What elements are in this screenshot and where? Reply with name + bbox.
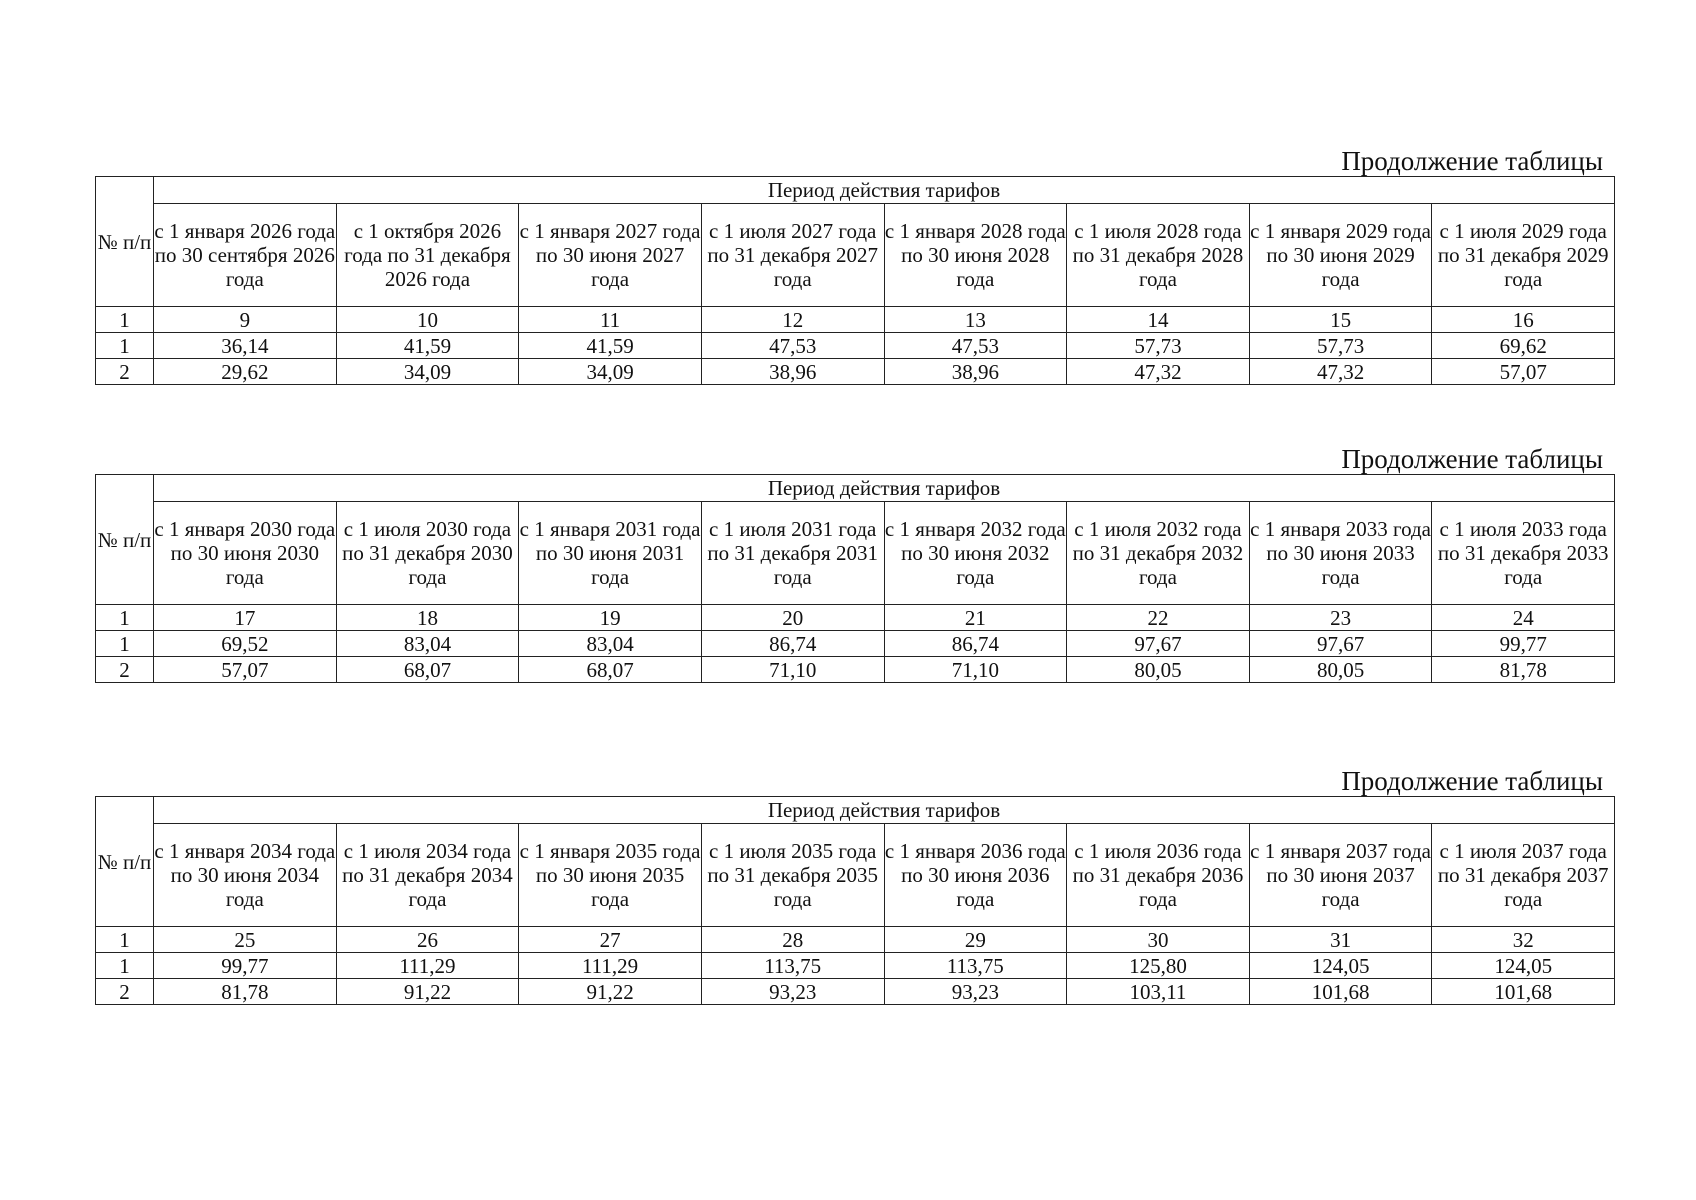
- table-cell: 29: [884, 927, 1067, 953]
- table-cell: 15: [1249, 307, 1432, 333]
- table-cell: 83,04: [336, 631, 519, 657]
- table-cell: 124,05: [1432, 953, 1615, 979]
- table-cell: 47,53: [701, 333, 884, 359]
- table-cell: 81,78: [154, 979, 337, 1005]
- tariff-section-1: [95, 146, 1615, 385]
- table-cell: 38,96: [884, 359, 1067, 385]
- table-row: [96, 333, 1615, 359]
- period-column-header: с 1 июля 2032 года по 31 декабря 2032 года: [1067, 502, 1250, 605]
- table-cell: 101,68: [1432, 979, 1615, 1005]
- period-column-header: с 1 января 2029 года по 30 июня 2029 года: [1249, 204, 1432, 307]
- tariff-section-2: [95, 444, 1615, 683]
- table-cell: 57,73: [1249, 333, 1432, 359]
- table-cell: 14: [1067, 307, 1250, 333]
- table-cell: 17: [154, 605, 337, 631]
- table-cell: 36,14: [154, 333, 337, 359]
- table-cell: 30: [1067, 927, 1250, 953]
- table-cell: 111,29: [336, 953, 519, 979]
- table-cell: 22: [1067, 605, 1250, 631]
- table-cell: 124,05: [1249, 953, 1432, 979]
- period-column-header: с 1 января 2034 года по 30 июня 2034 года: [154, 824, 337, 927]
- table-row: [96, 605, 1615, 631]
- table-row: [96, 979, 1615, 1005]
- table-cell: 91,22: [519, 979, 702, 1005]
- period-column-header: с 1 января 2035 года по 30 июня 2035 года: [519, 824, 702, 927]
- period-column-header: с 1 января 2028 года по 30 июня 2028 года: [884, 204, 1067, 307]
- table-cell: 1: [96, 927, 154, 953]
- period-column-header: с 1 июля 2030 года по 31 декабря 2030 года: [336, 502, 519, 605]
- period-header: Период действия тарифов: [154, 177, 1615, 204]
- table-cell: 10: [336, 307, 519, 333]
- table-cell: 23: [1249, 605, 1432, 631]
- table-cell: 57,07: [154, 657, 337, 683]
- table-cell: 97,67: [1249, 631, 1432, 657]
- table-cell: 83,04: [519, 631, 702, 657]
- num-header: № п/п: [96, 177, 154, 307]
- table-cell: 1: [96, 631, 154, 657]
- table-cell: 93,23: [701, 979, 884, 1005]
- table-cell: 20: [701, 605, 884, 631]
- table-cell: 1: [96, 953, 154, 979]
- table-cell: 9: [154, 307, 337, 333]
- table-cell: 26: [336, 927, 519, 953]
- section-caption: Продолжение таблицы: [1341, 146, 1603, 176]
- table-row: [96, 631, 1615, 657]
- table-cell: 57,73: [1067, 333, 1250, 359]
- period-column-header: с 1 июля 2036 года по 31 декабря 2036 года: [1067, 824, 1250, 927]
- period-column-header: с 1 января 2027 года по 30 июня 2027 года: [519, 204, 702, 307]
- table-cell: 91,22: [336, 979, 519, 1005]
- table-cell: 101,68: [1249, 979, 1432, 1005]
- table-cell: 11: [519, 307, 702, 333]
- table-row: [96, 307, 1615, 333]
- table-cell: 80,05: [1067, 657, 1250, 683]
- table-cell: 28: [701, 927, 884, 953]
- table-cell: 34,09: [519, 359, 702, 385]
- table-cell: 113,75: [884, 953, 1067, 979]
- table-cell: 111,29: [519, 953, 702, 979]
- period-header: Период действия тарифов: [154, 797, 1615, 824]
- table-cell: 47,32: [1249, 359, 1432, 385]
- table-cell: 69,62: [1432, 333, 1615, 359]
- table-cell: 99,77: [1432, 631, 1615, 657]
- table-cell: 97,67: [1067, 631, 1250, 657]
- num-header: № п/п: [96, 475, 154, 605]
- period-column-header: с 1 июля 2034 года по 31 декабря 2034 года: [336, 824, 519, 927]
- table-cell: 19: [519, 605, 702, 631]
- table-cell: 16: [1432, 307, 1615, 333]
- period-column-header: с 1 июля 2027 года по 31 декабря 2027 года: [701, 204, 884, 307]
- table-cell: 93,23: [884, 979, 1067, 1005]
- table-cell: 27: [519, 927, 702, 953]
- period-column-header: с 1 июля 2029 года по 31 декабря 2029 года: [1432, 204, 1615, 307]
- table-cell: 41,59: [519, 333, 702, 359]
- period-column-header: с 1 июля 2035 года по 31 декабря 2035 года: [701, 824, 884, 927]
- table-cell: 21: [884, 605, 1067, 631]
- table-cell: 47,53: [884, 333, 1067, 359]
- section-caption: Продолжение таблицы: [1341, 444, 1603, 474]
- table-cell: 81,78: [1432, 657, 1615, 683]
- table-cell: 31: [1249, 927, 1432, 953]
- table-cell: 80,05: [1249, 657, 1432, 683]
- table-cell: 18: [336, 605, 519, 631]
- table-cell: 25: [154, 927, 337, 953]
- period-column-header: с 1 июля 2037 года по 31 декабря 2037 года: [1432, 824, 1615, 927]
- period-column-header: с 1 января 2033 года по 30 июня 2033 года: [1249, 502, 1432, 605]
- table-cell: 13: [884, 307, 1067, 333]
- table-cell: 1: [96, 333, 154, 359]
- table-cell: 41,59: [336, 333, 519, 359]
- table-cell: 69,52: [154, 631, 337, 657]
- period-column-header: с 1 июля 2028 года по 31 декабря 2028 года: [1067, 204, 1250, 307]
- period-column-header: с 1 января 2030 года по 30 июня 2030 года: [154, 502, 337, 605]
- table-cell: 34,09: [336, 359, 519, 385]
- period-column-header: с 1 июля 2031 года по 31 декабря 2031 года: [701, 502, 884, 605]
- tariff-table: [95, 176, 1615, 385]
- period-header: Период действия тарифов: [154, 475, 1615, 502]
- table-cell: 2: [96, 979, 154, 1005]
- tariff-section-3: [95, 766, 1615, 1005]
- table-cell: 125,80: [1067, 953, 1250, 979]
- period-column-header: с 1 января 2026 года по 30 сентября 2026 года: [154, 204, 337, 307]
- tariff-table: [95, 796, 1615, 1005]
- table-row: [96, 359, 1615, 385]
- table-cell: 86,74: [884, 631, 1067, 657]
- period-column-header: с 1 января 2036 года по 30 июня 2036 года: [884, 824, 1067, 927]
- table-cell: 47,32: [1067, 359, 1250, 385]
- period-column-header: с 1 января 2037 года по 30 июня 2037 года: [1249, 824, 1432, 927]
- table-cell: 1: [96, 605, 154, 631]
- table-cell: 2: [96, 657, 154, 683]
- table-cell: 29,62: [154, 359, 337, 385]
- table-cell: 12: [701, 307, 884, 333]
- table-cell: 2: [96, 359, 154, 385]
- table-cell: 38,96: [701, 359, 884, 385]
- table-cell: 103,11: [1067, 979, 1250, 1005]
- table-cell: 86,74: [701, 631, 884, 657]
- tariff-table: [95, 474, 1615, 683]
- table-cell: 57,07: [1432, 359, 1615, 385]
- table-cell: 68,07: [336, 657, 519, 683]
- section-caption: Продолжение таблицы: [1341, 766, 1603, 796]
- period-column-header: с 1 октября 2026 года по 31 декабря 2026 года: [336, 204, 519, 307]
- table-cell: 1: [96, 307, 154, 333]
- table-cell: 24: [1432, 605, 1615, 631]
- table-cell: 71,10: [884, 657, 1067, 683]
- period-column-header: с 1 января 2032 года по 30 июня 2032 года: [884, 502, 1067, 605]
- period-column-header: с 1 июля 2033 года по 31 декабря 2033 года: [1432, 502, 1615, 605]
- period-column-header: с 1 января 2031 года по 30 июня 2031 года: [519, 502, 702, 605]
- table-cell: 71,10: [701, 657, 884, 683]
- num-header: № п/п: [96, 797, 154, 927]
- table-cell: 113,75: [701, 953, 884, 979]
- table-row: [96, 953, 1615, 979]
- table-row: [96, 927, 1615, 953]
- table-cell: 68,07: [519, 657, 702, 683]
- table-cell: 99,77: [154, 953, 337, 979]
- table-row: [96, 657, 1615, 683]
- table-cell: 32: [1432, 927, 1615, 953]
